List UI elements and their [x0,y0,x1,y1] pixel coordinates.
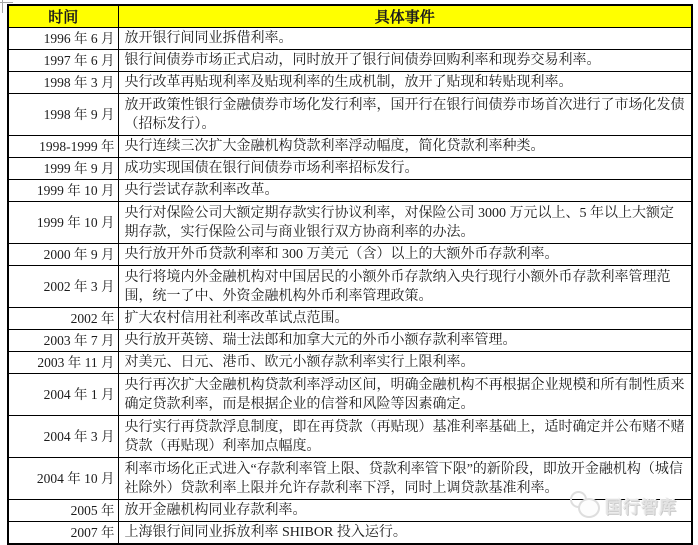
table-row [8,72,692,94]
table-row [8,94,692,136]
time-cell: 1999 年 10 月 [8,202,118,244]
event-cell: 央行实行再贷款浮息制度，即在再贷款（再贴现）基准利率基础上，适时确定并公布赌不赌贷款（再贴现）利率加点幅度。 [118,416,692,458]
time-cell: 1997 年 6 月 [8,50,118,72]
event-cell: 放开金融机构同业存款利率。 [118,500,692,522]
time-cell: 1998 年 3 月 [8,72,118,94]
event-cell: 对美元、日元、港币、欧元小额存款利率实行上限利率。 [118,352,692,374]
event-cell: 成功实现国债在银行间债券市场利率招标发行。 [118,158,692,180]
event-cell: 央行再次扩大金融机构贷款利率浮动区间，明确金融机构不再根据企业规模和所有制性质来确定贷款利率，而是根据企业的信誉和风险等因素确定。 [118,374,692,416]
time-cell: 1996 年 6 月 [8,28,118,50]
screenshot-corner-artifact [0,2,13,3]
table-row [8,374,692,416]
event-cell: 央行改革再贴现利率及贴现利率的生成机制，放开了贴现和转贴现利率。 [118,72,692,94]
table-body [8,28,692,545]
time-cell: 2002 年 [8,308,118,330]
events-table-wrapper [7,4,693,545]
table-row [8,50,692,72]
event-cell: 银行间债券市场正式启动，同时放开了银行间债券回购利率和现券交易利率。 [118,50,692,72]
event-cell: 央行将境内外金融机构对中国居民的小额外币存款纳入央行现行小额外币存款利率管理范围，统一了中、外资金融机构外币利率管理政策。 [118,266,692,308]
watermark-text: 国行智库 [605,497,677,517]
table-row [8,416,692,458]
table-row [8,158,692,180]
table-row [8,266,692,308]
header-row [8,5,692,28]
time-cell: 2003 年 7 月 [8,330,118,352]
interest-rate-liberalization-table [7,4,693,545]
event-cell: 央行对保险公司大额定期存款实行协议利率，对保险公司 3000 万元以上、5 年以上大额定期存款，实行保险公司与商业银行双方协商利率的办法。 [118,202,692,244]
time-cell: 1998-1999 年 [8,136,118,158]
time-cell: 2004 年 1 月 [8,374,118,416]
event-cell: 放开银行间同业拆借利率。 [118,28,692,50]
event-column-header: 具体事件 [118,5,692,28]
time-column-header: 时间 [8,5,118,28]
time-cell: 2004 年 3 月 [8,416,118,458]
event-cell: 放开政策性银行金融债券市场化发行利率，国开行在银行间债券市场首次进行了市场化发债（招标发行）。 [118,94,692,136]
event-cell: 央行放开外币贷款利率和 300 万美元（含）以上的大额外币存款利率。 [118,244,692,266]
table-row [8,352,692,374]
table-row [8,202,692,244]
time-cell: 2007 年 [8,522,118,545]
table-row [8,500,692,522]
time-cell: 2002 年 3 月 [8,266,118,308]
event-cell: 利率市场化正式进入“存款利率管上限、贷款利率管下限”的新阶段，即放开金融机构（城信社除外）贷款利率上限并允许存款利率下浮，同时上调贷款基准利率。 [118,458,692,500]
time-cell: 1998 年 9 月 [8,94,118,136]
table-row [8,180,692,202]
time-cell: 2000 年 9 月 [8,244,118,266]
table-row [8,244,692,266]
event-cell: 央行尝试存款利率改革。 [118,180,692,202]
table-row [8,522,692,545]
time-cell: 1999 年 10 月 [8,180,118,202]
time-cell: 2004 年 10 月 [8,458,118,500]
table-row [8,308,692,330]
time-cell: 2005 年 [8,500,118,522]
time-cell: 2003 年 11 月 [8,352,118,374]
table-row [8,458,692,500]
event-cell: 央行放开英镑、瑞士法郎和加拿大元的外币小额存款利率管理。 [118,330,692,352]
event-cell: 央行连续三次扩大金融机构贷款利率浮动幅度，简化贷款利率种类。 [118,136,692,158]
time-cell: 1999 年 9 月 [8,158,118,180]
table-row [8,330,692,352]
table-row [8,28,692,50]
table-row [8,136,692,158]
event-cell: 扩大农村信用社利率改革试点范围。 [118,308,692,330]
event-cell: 上海银行间同业拆放利率 SHIBOR 投入运行。 [118,522,692,545]
